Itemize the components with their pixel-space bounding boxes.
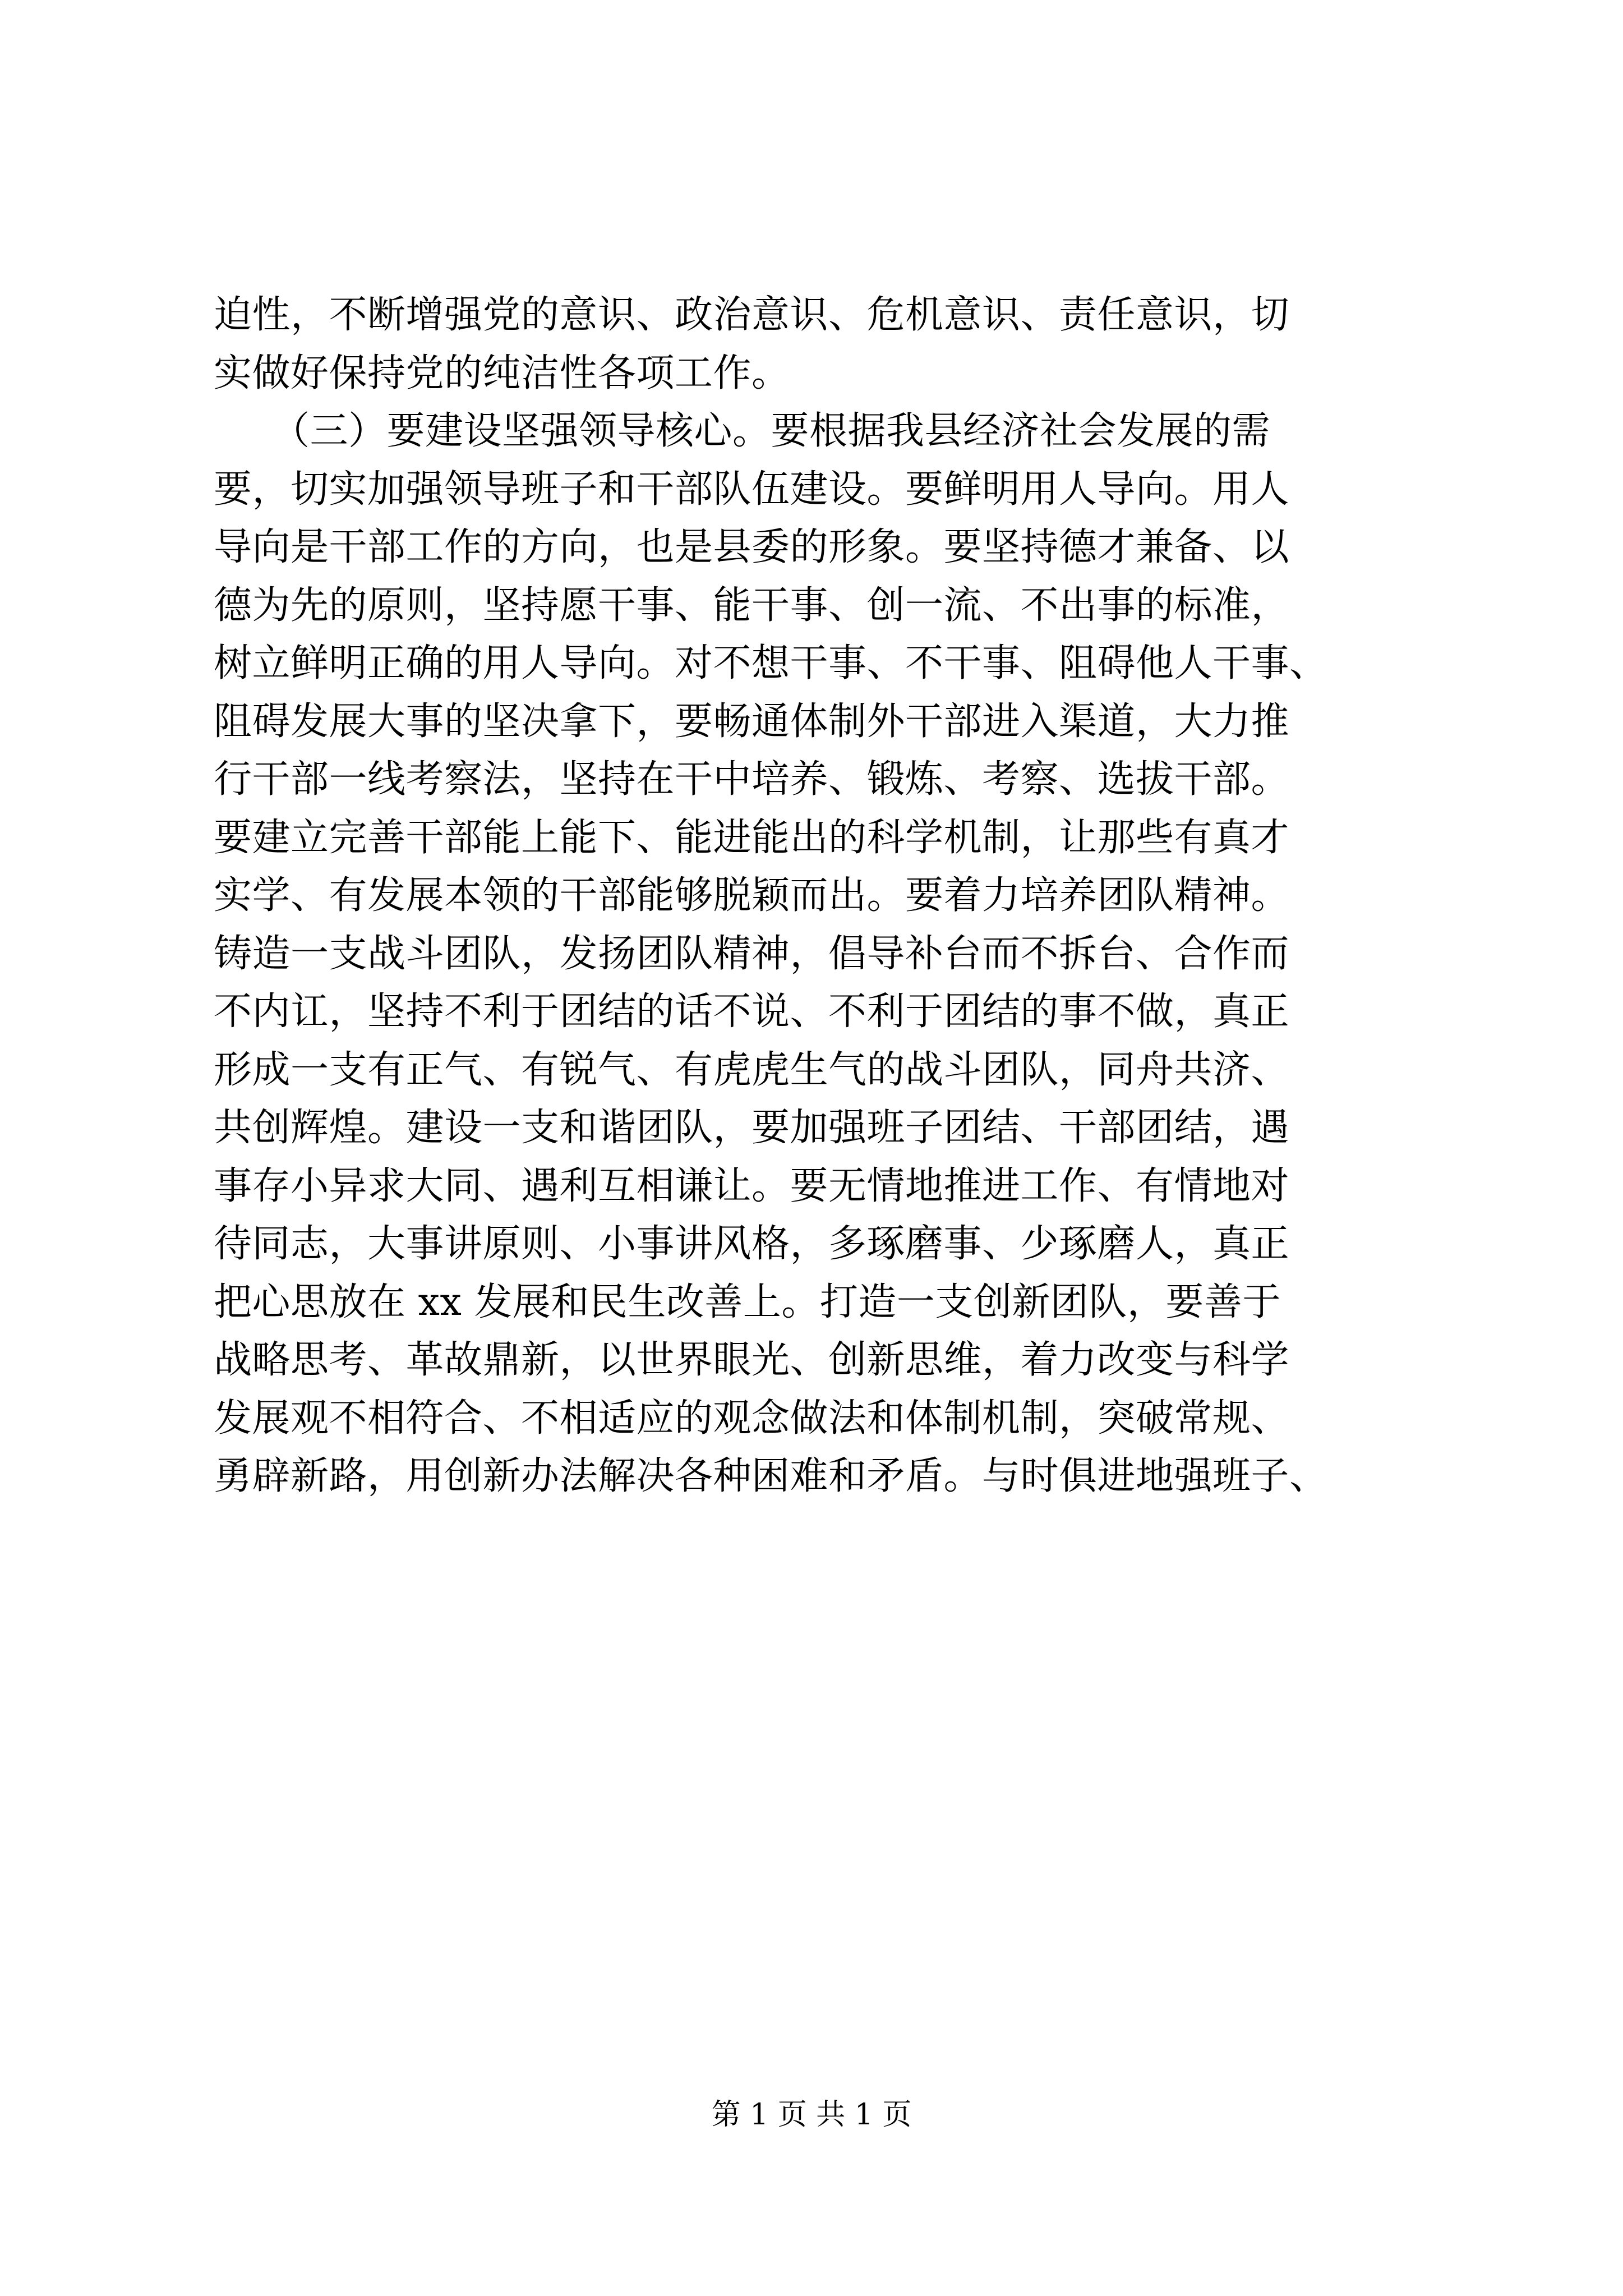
text-line: 实做好保持党的纯洁性各项工作。 (214, 351, 790, 395)
text-line: 铸造一支战斗团队，发扬团队精神，倡导补台而不拆台、合作而 (214, 931, 1290, 976)
text-line: 共创辉煌。建设一支和谐团队，要加强班子团结、干部团结，遇 (214, 1106, 1290, 1150)
text-line: 迫性，不断增强党的意识、政治意识、危机意识、责任意识，切 (214, 293, 1290, 337)
text-line: 导向是干部工作的方向，也是县委的形象。要坚持德才兼备、以 (214, 525, 1290, 569)
text-line: 事存小异求大同、遇利互相谦让。要无情地推进工作、有情地对 (214, 1163, 1290, 1208)
page-footer: 第 1 页 共 1 页 (711, 2098, 912, 2132)
text-line: 勇辟新路，用创新办法解决各种困难和矛盾。与时俱进地强班子、 (214, 1454, 1328, 1498)
text-line: 发展观不相符合、不相适应的观念做法和体制机制，突破常规、 (214, 1396, 1290, 1441)
text-line: 形成一支有正气、有锐气、有虎虎生气的战斗团队，同舟共济、 (214, 1047, 1290, 1092)
text-line: 实学、有发展本领的干部能够脱颖而出。要着力培养团队精神。 (214, 873, 1290, 918)
text-line: 不内讧，坚持不利于团结的话不说、不利于团结的事不做，真正 (214, 990, 1290, 1034)
text-line: 树立鲜明正确的用人导向。对不想干事、不干事、阻碍他人干事、 (214, 641, 1328, 685)
text-line: （三）要建设坚强领导核心。要根据我县经济社会发展的需 (214, 409, 1271, 453)
text-line: 战略思考、革故鼎新，以世界眼光、创新思维，着力改变与科学 (214, 1338, 1290, 1382)
body-text (214, 286, 1419, 1506)
text-line: 要，切实加强领导班子和干部队伍建设。要鲜明用人导向。用人 (214, 467, 1290, 512)
text-line: 行干部一线考察法，坚持在干中培养、锻炼、考察、选拔干部。 (214, 757, 1290, 802)
text-line: 要建立完善干部能上能下、能进能出的科学机制，让那些有真才 (214, 815, 1290, 860)
text-line: 把心思放在 xx 发展和民生改善上。打造一支创新团队，要善于 (214, 1280, 1281, 1324)
text-line: 待同志，大事讲原则、小事讲风格，多琢磨事、少琢磨人，真正 (214, 1222, 1290, 1266)
text-line: 德为先的原则，坚持愿干事、能干事、创一流、不出事的标准， (214, 583, 1290, 628)
text-line: 阻碍发展大事的坚决拿下，要畅通体制外干部进入渠道，大力推 (214, 699, 1290, 744)
